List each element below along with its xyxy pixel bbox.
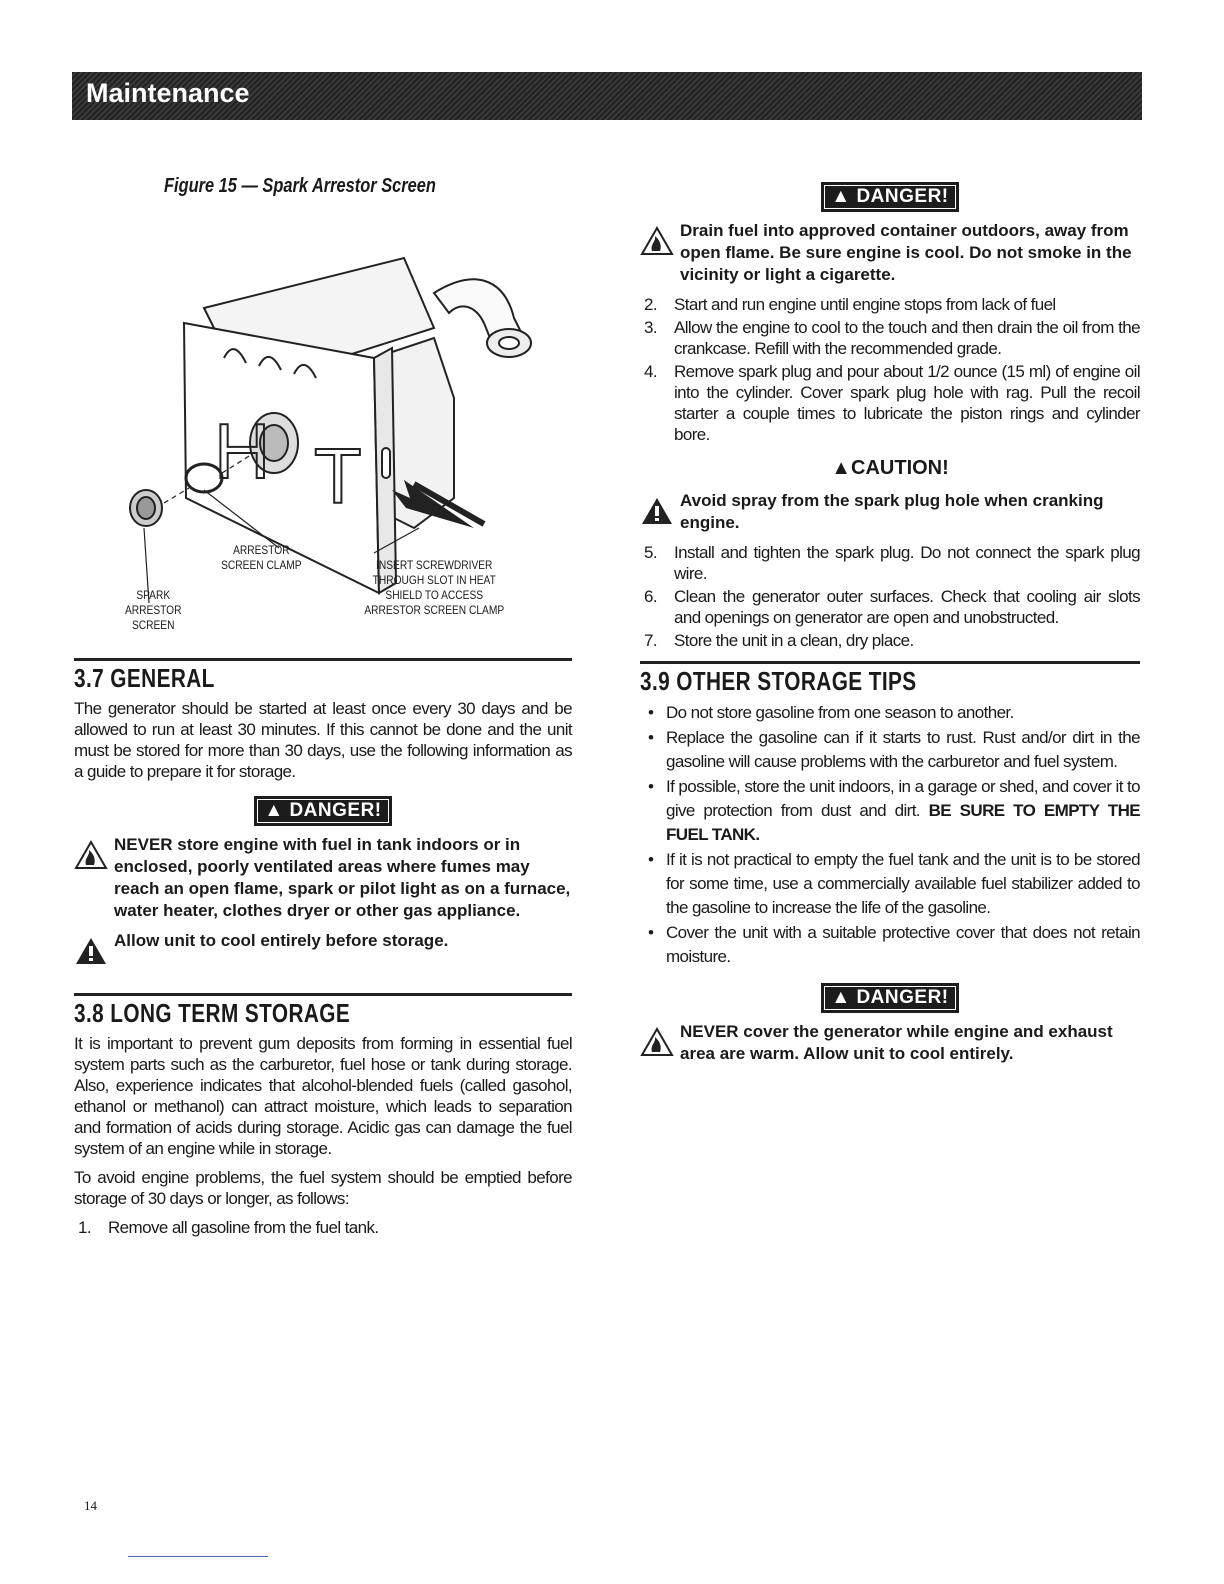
danger-badge: ▲ DANGER! <box>821 182 958 212</box>
list-item: 2. Start and run engine until engine stops from lack of fuel <box>644 295 1056 314</box>
section-banner <box>72 72 1142 120</box>
right-column <box>640 182 1140 1073</box>
long-term-para-2: To avoid engine problems, the fuel system should be emptied before storage of 30 days or longer, as follows: <box>74 1168 572 1208</box>
fire-warning-icon <box>640 1027 680 1062</box>
section-title-other-tips: 3.9 OTHER STORAGE TIPS <box>640 666 917 696</box>
list-item: • Do not store gasoline from one season to another. <box>648 703 1014 722</box>
warning-fuel-indoors: NEVER store engine with fuel in tank indoors or in enclosed, poorly ventilated areas where fumes may reach an open flame, spark or pilot light as on a furnace, water heater, clothes dryer or other gas appliance. <box>74 834 572 922</box>
label-spark-screen: SPARK ARRESTOR SCREEN <box>124 588 182 632</box>
list-item: 5. Install and tighten the spark plug. Do not connect the spark plug wire. <box>644 543 1140 583</box>
left-column <box>74 175 572 1244</box>
danger-badge: ▲ DANGER! <box>254 796 391 826</box>
list-item: 3. Allow the engine to cool to the touch and then drain the oil from the crankcase. Refill with the recommended grade. <box>644 318 1140 358</box>
hot-letter-t: T <box>314 432 362 520</box>
section-divider <box>640 661 1140 664</box>
section-divider <box>74 993 572 996</box>
long-term-steps <box>74 1217 572 1238</box>
exclamation-warning-icon <box>74 936 114 971</box>
warning-drain-fuel: Drain fuel into approved container outdoors, away from open flame. Be sure engine is cool. Do not smoke in the vicinity or light a cigarette. <box>640 220 1140 286</box>
section-title-general: 3.7 GENERAL <box>74 663 215 693</box>
list-item: • Cover the unit with a suitable protective cover that does not retain moisture. <box>648 923 1140 966</box>
list-item: • Replace the gasoline can if it starts to rust. Rust and/or dirt in the gasoline will cause problems with the carburetor and fuel system. <box>648 728 1140 771</box>
figure-caption: Figure 15 — Spark Arrestor Screen <box>164 175 436 197</box>
warning-cover-generator: NEVER cover the generator while engine and exhaust area are warm. Allow unit to cool entirely. <box>640 1021 1140 1065</box>
storage-steps-2 <box>640 542 1140 651</box>
section-divider <box>74 658 572 661</box>
warning-cool-unit: Allow unit to cool entirely before storage. <box>74 930 572 971</box>
list-item: 1. Remove all gasoline from the fuel tank. <box>78 1218 379 1237</box>
caution-heading: ▲CAUTION! <box>831 457 949 479</box>
exclamation-warning-icon <box>640 496 680 531</box>
list-item: • If it is not practical to empty the fuel tank and the unit is to be stored for some time, use a commercially available fuel stabilizer added to the gasoline to increase the life of the gasoline. <box>648 850 1140 917</box>
footer-divider <box>128 1556 268 1557</box>
spark-arrestor-figure <box>74 198 572 646</box>
fire-warning-icon <box>74 840 114 875</box>
fire-warning-icon <box>640 226 680 261</box>
long-term-para-1: It is important to prevent gum deposits from forming in essential fuel system parts such as the carburetor, fuel hose or tank during storage. Also, experience indicates that alcohol-blended fuels (called gasohol, ethanol or methanol) can attract moisture, which leads to separation and formation of acids during storage. Acidic gas can damage the fuel system of an engine while in storage. <box>74 1034 572 1158</box>
storage-tips-list <box>640 701 1140 969</box>
label-arrestor-clamp: ARRESTOR SCREEN CLAMP <box>221 543 302 572</box>
list-item: 7. Store the unit in a clean, dry place. <box>644 631 914 650</box>
storage-steps <box>640 294 1140 445</box>
list-item: • If possible, store the unit indoors, in a garage or shed, and cover it to give protection from dust and dirt. BE SURE TO EMPTY THE FUEL TANK. <box>648 777 1141 844</box>
list-item: 4. Remove spark plug and pour about 1/2 ounce (15 ml) of engine oil into the cylinder. Cover spark plug hole with rag. Pull the recoil starter a couple times to lubricate the piston rings and cylinder bore. <box>644 362 1140 444</box>
section-title-long-term: 3.8 LONG TERM STORAGE <box>74 998 351 1028</box>
label-screwdriver: INSERT SCREWDRIVER THROUGH SLOT IN HEAT SHIELD TO ACCESS ARRESTOR SCREEN CLAMP <box>364 558 505 617</box>
page-number: 14 <box>84 1498 97 1513</box>
page-title: Maintenance <box>86 78 250 108</box>
danger-badge: ▲ DANGER! <box>821 983 958 1013</box>
list-item: 6. Clean the generator outer surfaces. Check that cooling air slots and openings on generator are open and unobstructed. <box>644 587 1140 627</box>
general-body: The generator should be started at least once every 30 days and be allowed to run at least 30 minutes. If this cannot be done and the unit must be stored for more than 30 days, use the following information as a guide to prepare it for storage. <box>74 699 572 781</box>
hot-letter-h: H <box>214 407 271 495</box>
caution-spray: Avoid spray from the spark plug hole when cranking engine. <box>640 490 1140 534</box>
